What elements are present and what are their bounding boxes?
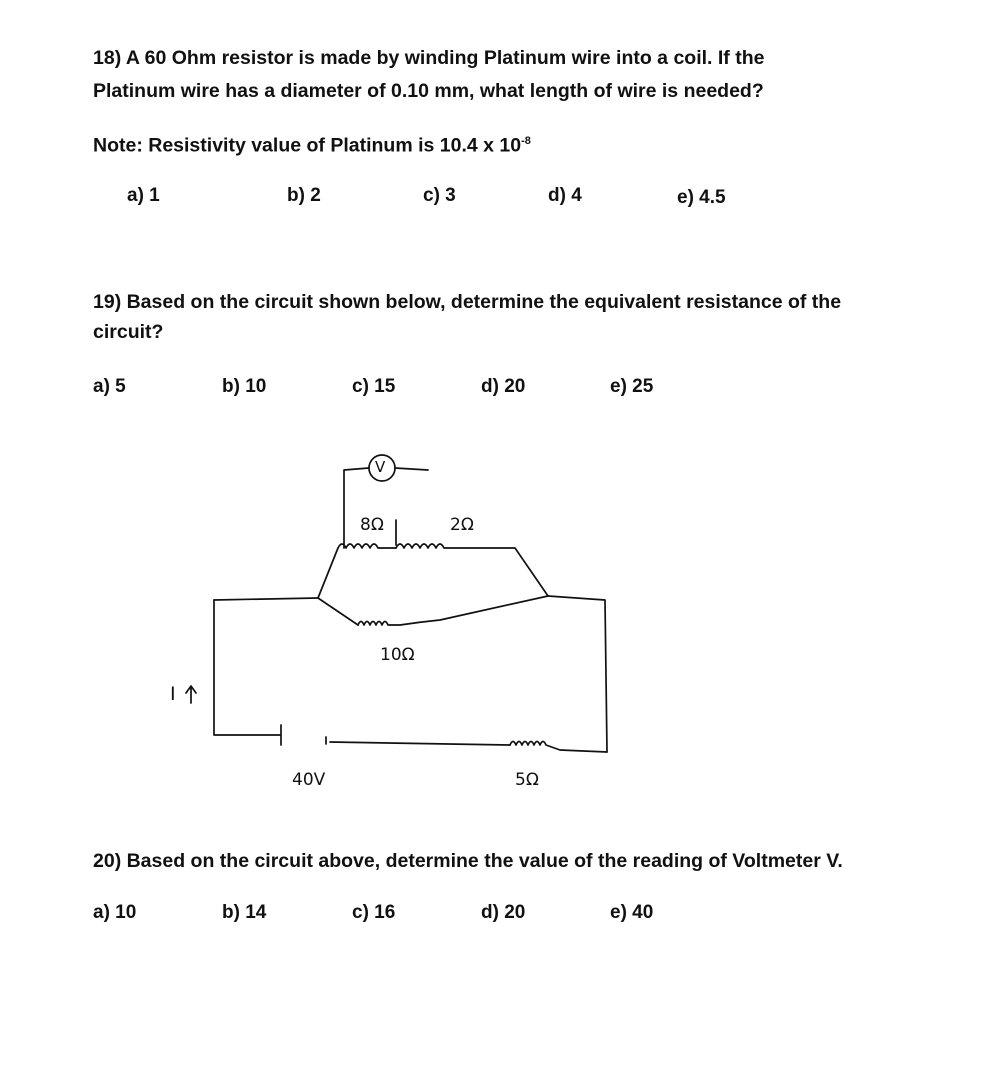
q19-line2: circuit? [93, 321, 164, 343]
resistor-5-zigzag [510, 742, 607, 753]
q18-option-a: a) 1 [127, 185, 160, 206]
q20-option-b: b) 14 [222, 902, 267, 923]
q19-option-b: b) 10 [222, 376, 267, 397]
wire-top-left [214, 598, 318, 600]
q20-option-c: c) 16 [352, 902, 396, 923]
wire-bottom [330, 742, 510, 745]
current-arrow [186, 686, 196, 703]
q18-line1: 18) A 60 Ohm resistor is made by winding Platinum wire into a coil. If the [93, 47, 765, 69]
q20-option-d: d) 20 [481, 902, 526, 923]
resistor-2-label: 2Ω [450, 515, 474, 535]
q18-note-exponent: -8 [521, 135, 531, 147]
q18-line2: Platinum wire has a diameter of 0.10 mm, what length of wire is needed? [93, 80, 764, 102]
q19-option-c: c) 15 [352, 376, 396, 397]
branch-upper-left [318, 548, 338, 598]
voltmeter-lead-right [395, 468, 428, 470]
battery-label: 40V [292, 770, 326, 790]
wire-top-right [548, 596, 607, 752]
resistor-8-label: 8Ω [360, 515, 384, 535]
q20-option-a: a) 10 [93, 902, 137, 923]
q20-line1: 20) Based on the circuit above, determine the value of the reading of Voltmeter V. [93, 850, 843, 872]
wire-left [214, 600, 280, 735]
q19-option-d: d) 20 [481, 376, 526, 397]
current-label: I [170, 683, 176, 705]
voltmeter-label: V [375, 458, 386, 476]
resistor-10-zigzag [358, 596, 548, 625]
resistor-8-zigzag [338, 544, 396, 548]
q18-option-b: b) 2 [287, 185, 321, 206]
branch-lower-left [318, 598, 358, 625]
resistor-2-zigzag [396, 544, 548, 596]
q18-option-c: c) 3 [423, 185, 456, 206]
q18-note-text: Note: Resistivity value of Platinum is 10.4 x 10 [93, 134, 522, 157]
q20-option-e: e) 40 [610, 902, 654, 923]
q18-option-e: e) 4.5 [677, 187, 726, 208]
q18-option-d: d) 4 [548, 185, 582, 206]
resistor-5-label: 5Ω [515, 770, 539, 790]
q19-line1: 19) Based on the circuit shown below, determine the equivalent resistance of the [93, 291, 842, 313]
q19-option-a: a) 5 [93, 376, 126, 397]
q19-option-e: e) 25 [610, 376, 654, 397]
resistor-10-label: 10Ω [380, 645, 415, 665]
voltmeter-lead-left [344, 468, 369, 548]
